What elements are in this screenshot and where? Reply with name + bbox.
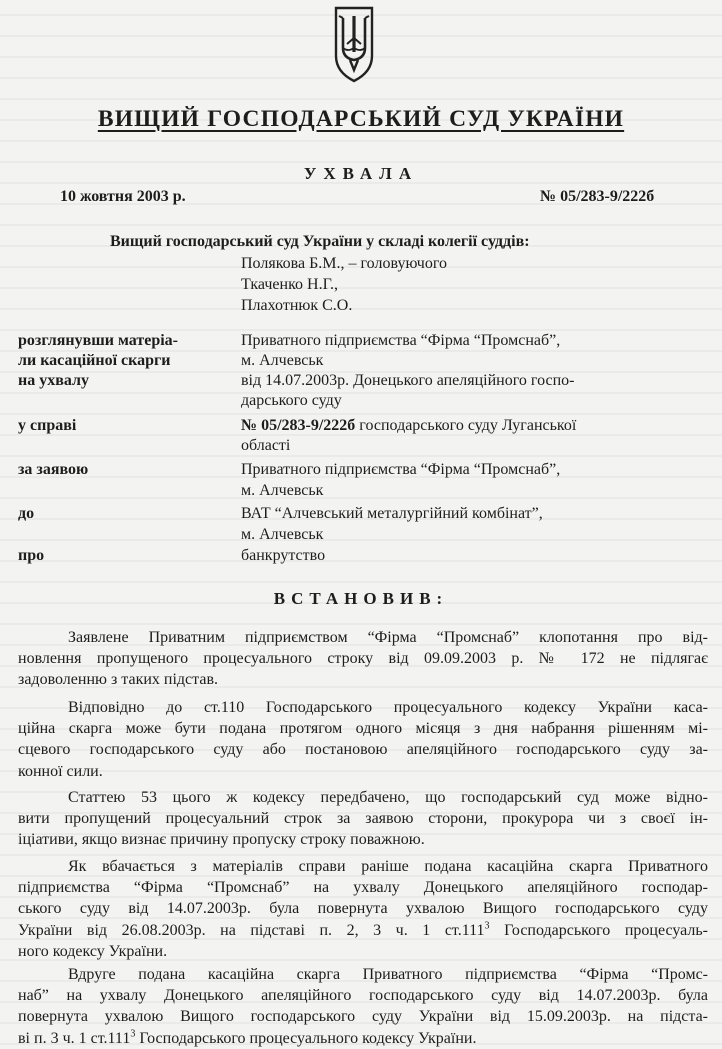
paragraph-line: Як вбачається з матеріалів справи раніше подана касаційна скарга Приватного bbox=[68, 858, 708, 875]
respondent-label: до bbox=[18, 505, 35, 522]
paragraph-2 bbox=[18, 697, 708, 782]
article-superscript: 3 bbox=[484, 920, 490, 932]
paragraph-line: ного кодексу України. bbox=[18, 942, 168, 960]
subject-label: про bbox=[18, 547, 45, 564]
paragraph-line: Заявлене Приватним підприємством “Фірма “Промснаб” клопотання про від- bbox=[68, 629, 708, 646]
paragraph-line: іціативи, якщо визнає причину пропуску строку поважною. bbox=[18, 831, 425, 849]
subject-value: банкрутство bbox=[241, 547, 326, 564]
paragraph-1 bbox=[18, 627, 708, 691]
paragraph-line: підприємства “Фірма “Промснаб” на ухвалу Донецького апеляційного господар- bbox=[18, 879, 708, 897]
paragraph-line: повернута ухвалою Вищого господарського суду України від 15.09.2003р. на підста- bbox=[18, 1008, 708, 1026]
established-heading: ВСТАНОВИВ: bbox=[273, 589, 449, 608]
court-name: ВИЩИЙ ГОСПОДАРСЬКИЙ СУД УКРАЇНИ bbox=[97, 106, 625, 132]
case-label: у справі bbox=[18, 417, 77, 434]
paragraph-line: ційна скарга може бути подана протягом одного місяця з дня набрання рішенням мі- bbox=[18, 720, 708, 738]
paragraph-line: Вдруге подана касаційна скарга Приватного підприємства “Фірма “Промс- bbox=[68, 966, 708, 983]
applicant-label: за заявою bbox=[18, 461, 89, 478]
case-value-number: № 05/283-9/222б bbox=[241, 417, 356, 434]
case-value-1 bbox=[241, 416, 576, 437]
paragraph-line: сцевого господарського суду або постановою апеляційного господарського суду за- bbox=[18, 741, 708, 759]
trident-emblem-icon bbox=[330, 4, 378, 84]
judge-3: Плахотнюк С.О. bbox=[241, 297, 353, 314]
paragraph-line: задоволенню з таких підстав. bbox=[18, 671, 218, 689]
reviewed-value-2: м. Алчевськ bbox=[241, 352, 324, 369]
applicant-value-1: Приватного підприємства “Фірма “Промснаб”, bbox=[241, 461, 561, 478]
paragraph-line: наб” на ухвалу Донецького апеляційного господарського суду від 14.07.2003р. була bbox=[18, 987, 708, 1005]
paragraph-line: вити пропущений процесуальний строк за заявою сторони, прокурора чи з своєї ін- bbox=[18, 810, 708, 828]
applicant-value-2: м. Алчевськ bbox=[241, 482, 324, 499]
case-value-court: господарського суду Луганської bbox=[355, 417, 577, 434]
decision-date: 10 жовтня 2003 р. bbox=[60, 188, 186, 205]
paragraph-line: Відповідно до ст.110 Господарського процесуального кодексу України каса- bbox=[68, 699, 708, 716]
panel-intro: Вищий господарський суд України у складі колегії суддів: bbox=[110, 233, 530, 250]
case-value-2: області bbox=[241, 437, 291, 454]
article-superscript: 3 bbox=[130, 1028, 136, 1040]
reviewed-value-4: дарського суду bbox=[241, 392, 342, 409]
respondent-value-2: м. Алчевськ bbox=[241, 526, 324, 543]
paragraph-line bbox=[18, 920, 708, 941]
paragraph-line: конної сили. bbox=[18, 762, 103, 780]
line-text: України від 26.08.2003р. на підставі п. 2, 3 ч. 1 ст.111 bbox=[18, 921, 485, 939]
reviewed-value-1: Приватного підприємства “Фірма “Промснаб”, bbox=[241, 332, 561, 349]
line-text: Господарського процесуаль- bbox=[489, 921, 708, 939]
line-text: ві п. 3 ч. 1 ст.111 bbox=[18, 1029, 131, 1047]
paragraph-line: новлення пропущеного процесуального строку від 09.09.2003 р. № 172 не підлягає bbox=[18, 650, 708, 668]
reviewed-label-3: на ухвалу bbox=[18, 372, 89, 389]
paragraph-3 bbox=[18, 787, 708, 851]
document-type: УХВАЛА bbox=[303, 164, 419, 183]
line-text: Господарського процесуального кодексу України. bbox=[135, 1029, 477, 1047]
reviewed-label-2: ли касаційної скарги bbox=[18, 352, 171, 369]
case-number: № 05/283-9/222б bbox=[540, 188, 655, 205]
paragraph-5 bbox=[18, 964, 708, 1049]
paragraph-line: Статтею 53 цього ж кодексу передбачено, що господарський суд може відно- bbox=[68, 789, 708, 806]
paragraph-line: ського суду від 14.07.2003р. була повернута ухвалою Вищого господарського суду bbox=[18, 900, 708, 918]
respondent-value-1: ВАТ “Алчевський металургійний комбінат”, bbox=[241, 505, 543, 522]
judge-2: Ткаченко Н.Г., bbox=[241, 276, 339, 293]
judge-1: Полякова Б.М., – головуючого bbox=[241, 255, 448, 272]
reviewed-label-1: розглянувши матеріа- bbox=[18, 332, 179, 349]
reviewed-value-3: від 14.07.2003р. Донецького апеляційного госпо- bbox=[241, 372, 575, 389]
paragraph-line bbox=[18, 1028, 708, 1049]
paragraph-4 bbox=[18, 856, 708, 962]
